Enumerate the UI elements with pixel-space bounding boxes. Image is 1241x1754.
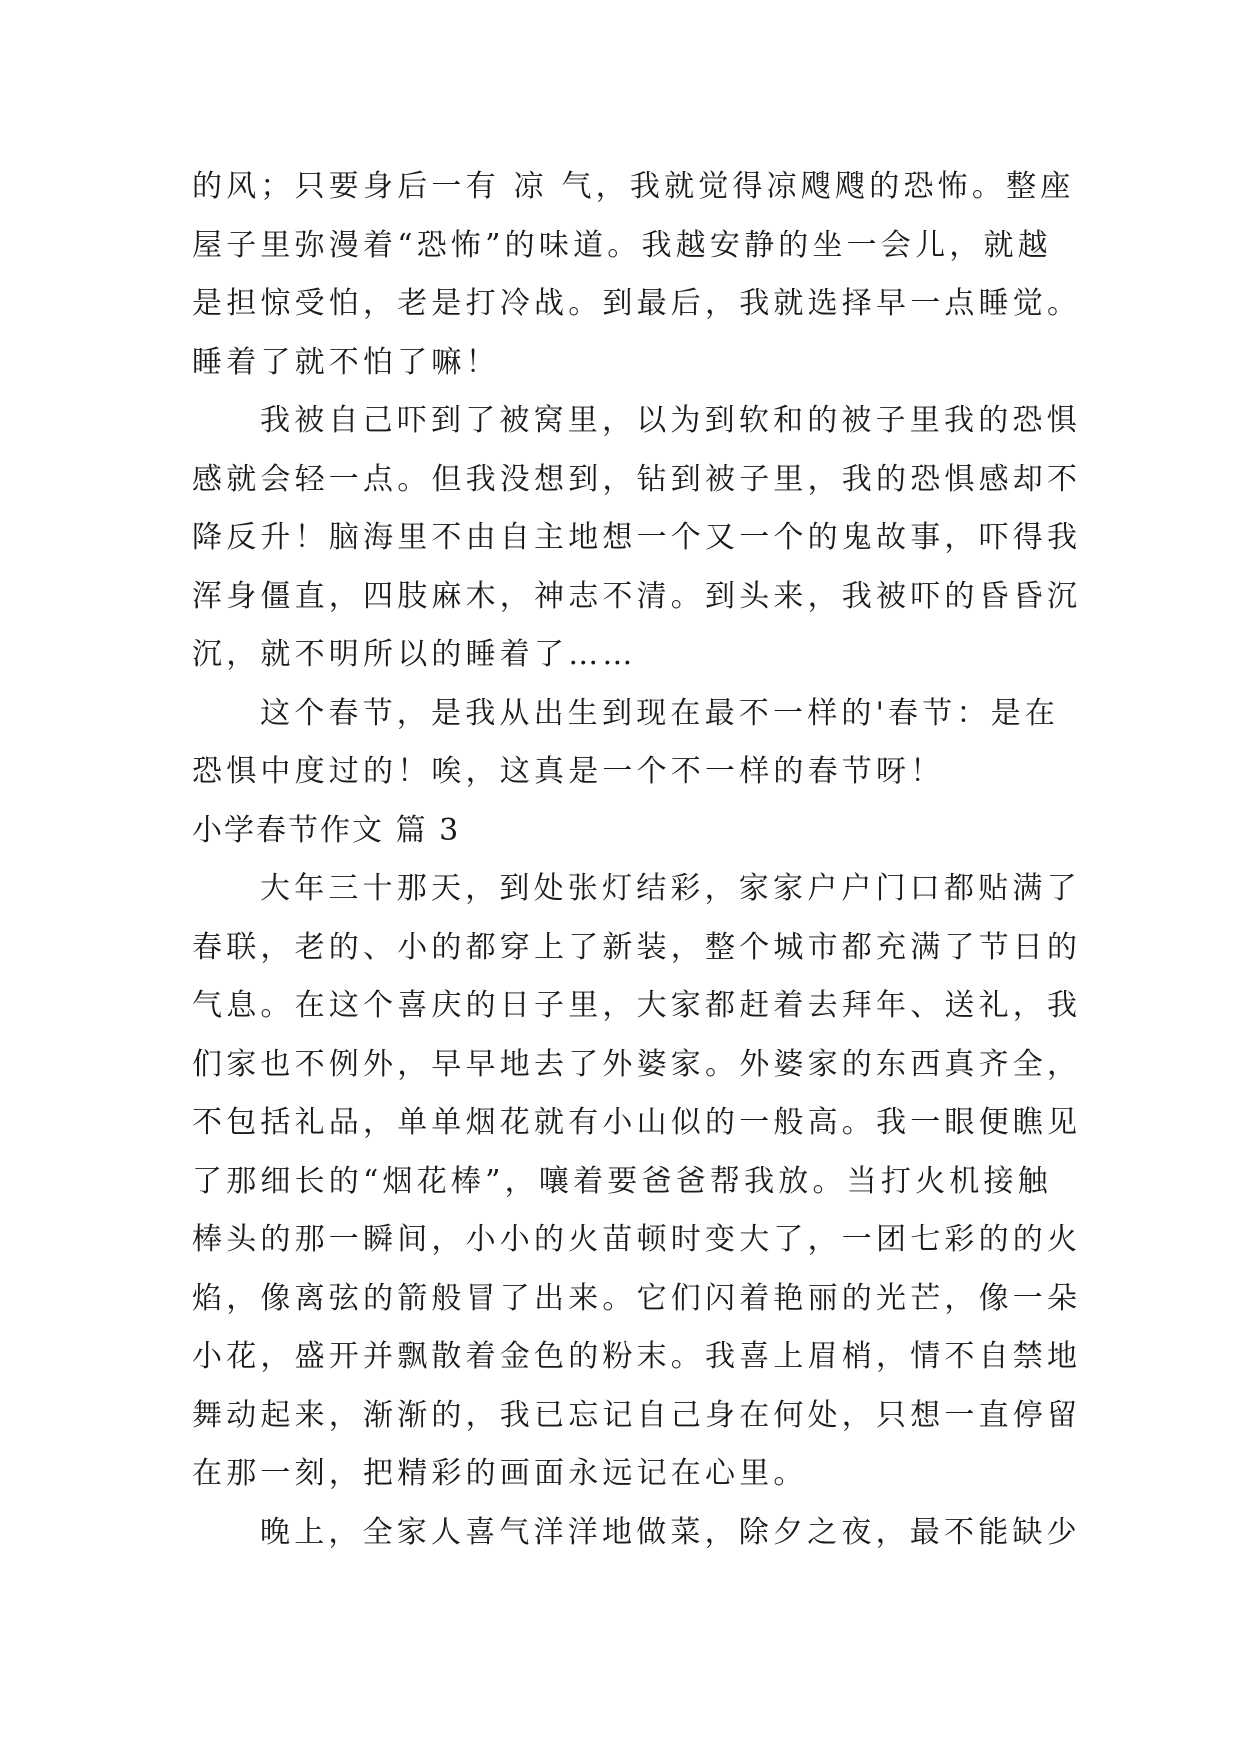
- text-line: 浑身僵直，四肢麻木，神志不清。到头来，我被吓的昏昏沉: [192, 578, 1082, 614]
- document-page: [192, 158, 1082, 1562]
- text-line: 恐惧中度过的！唉，这真是一个不一样的春节呀！: [192, 754, 945, 789]
- text-line: 大年三十那天，到处张灯结彩，家家户户门口都贴满了: [260, 871, 1081, 906]
- text-line: 晚上，全家人喜气洋洋地做菜，除夕之夜，最不能缺少: [260, 1514, 1081, 1550]
- text-line: 是担惊受怕，老是打冷战。到最后，我就选择早一点睡觉。: [192, 286, 1082, 321]
- section-heading: 小学春节作文 篇 3: [192, 812, 461, 848]
- text-line: 们家也不例外，早早地去了外婆家。外婆家的东西真齐全，: [192, 1046, 1082, 1082]
- text-line: 棒头的那一瞬间，小小的火苗顿时变大了，一团七彩的的火: [192, 1222, 1082, 1257]
- text-line: 睡着了就不怕了嘛！: [192, 344, 500, 380]
- text-line: 春联，老的、小的都穿上了新装，整个城市都充满了节日的: [192, 929, 1082, 965]
- text-line: 沉，就不明所以的睡着了……: [192, 637, 637, 672]
- text-line: 小花，盛开并飘散着金色的粉末。我喜上眉梢，情不自禁地: [192, 1339, 1082, 1374]
- text-line: 了那细长的“烟花棒”，嚷着要爸爸帮我放。当打火机接触: [192, 1163, 1052, 1199]
- text-line: 气息。在这个喜庆的日子里，大家都赶着去拜年、送礼，我: [192, 988, 1082, 1023]
- text-line: 感就会轻一点。但我没想到，钻到被子里，我的恐惧感却不: [192, 461, 1082, 497]
- text-line: 在那一刻，把精彩的画面永远记在心里。: [192, 1456, 808, 1491]
- text-line: 屋子里弥漫着“恐怖”的味道。我越安静的坐一会儿，就越: [192, 227, 1052, 263]
- text-line: 的风；只要身后一有 凉 气，我就觉得凉飕飕的恐怖。整座: [192, 169, 1075, 204]
- text-line: 这个春节，是我从出生到现在最不一样的'春节：是在: [260, 695, 1060, 731]
- text-line: 我被自己吓到了被窝里，以为到软和的被子里我的恐惧: [260, 403, 1081, 438]
- text-line: 不包括礼品，单单烟花就有小山似的一般高。我一眼便瞧见: [192, 1105, 1082, 1140]
- text-line: 降反升！脑海里不由自主地想一个又一个的鬼故事，吓得我: [192, 520, 1082, 555]
- text-line: 焰，像离弦的箭般冒了出来。它们闪着艳丽的光芒，像一朵: [192, 1280, 1082, 1316]
- text-line: 舞动起来，渐渐的，我已忘记自己身在何处，只想一直停留: [192, 1397, 1082, 1433]
